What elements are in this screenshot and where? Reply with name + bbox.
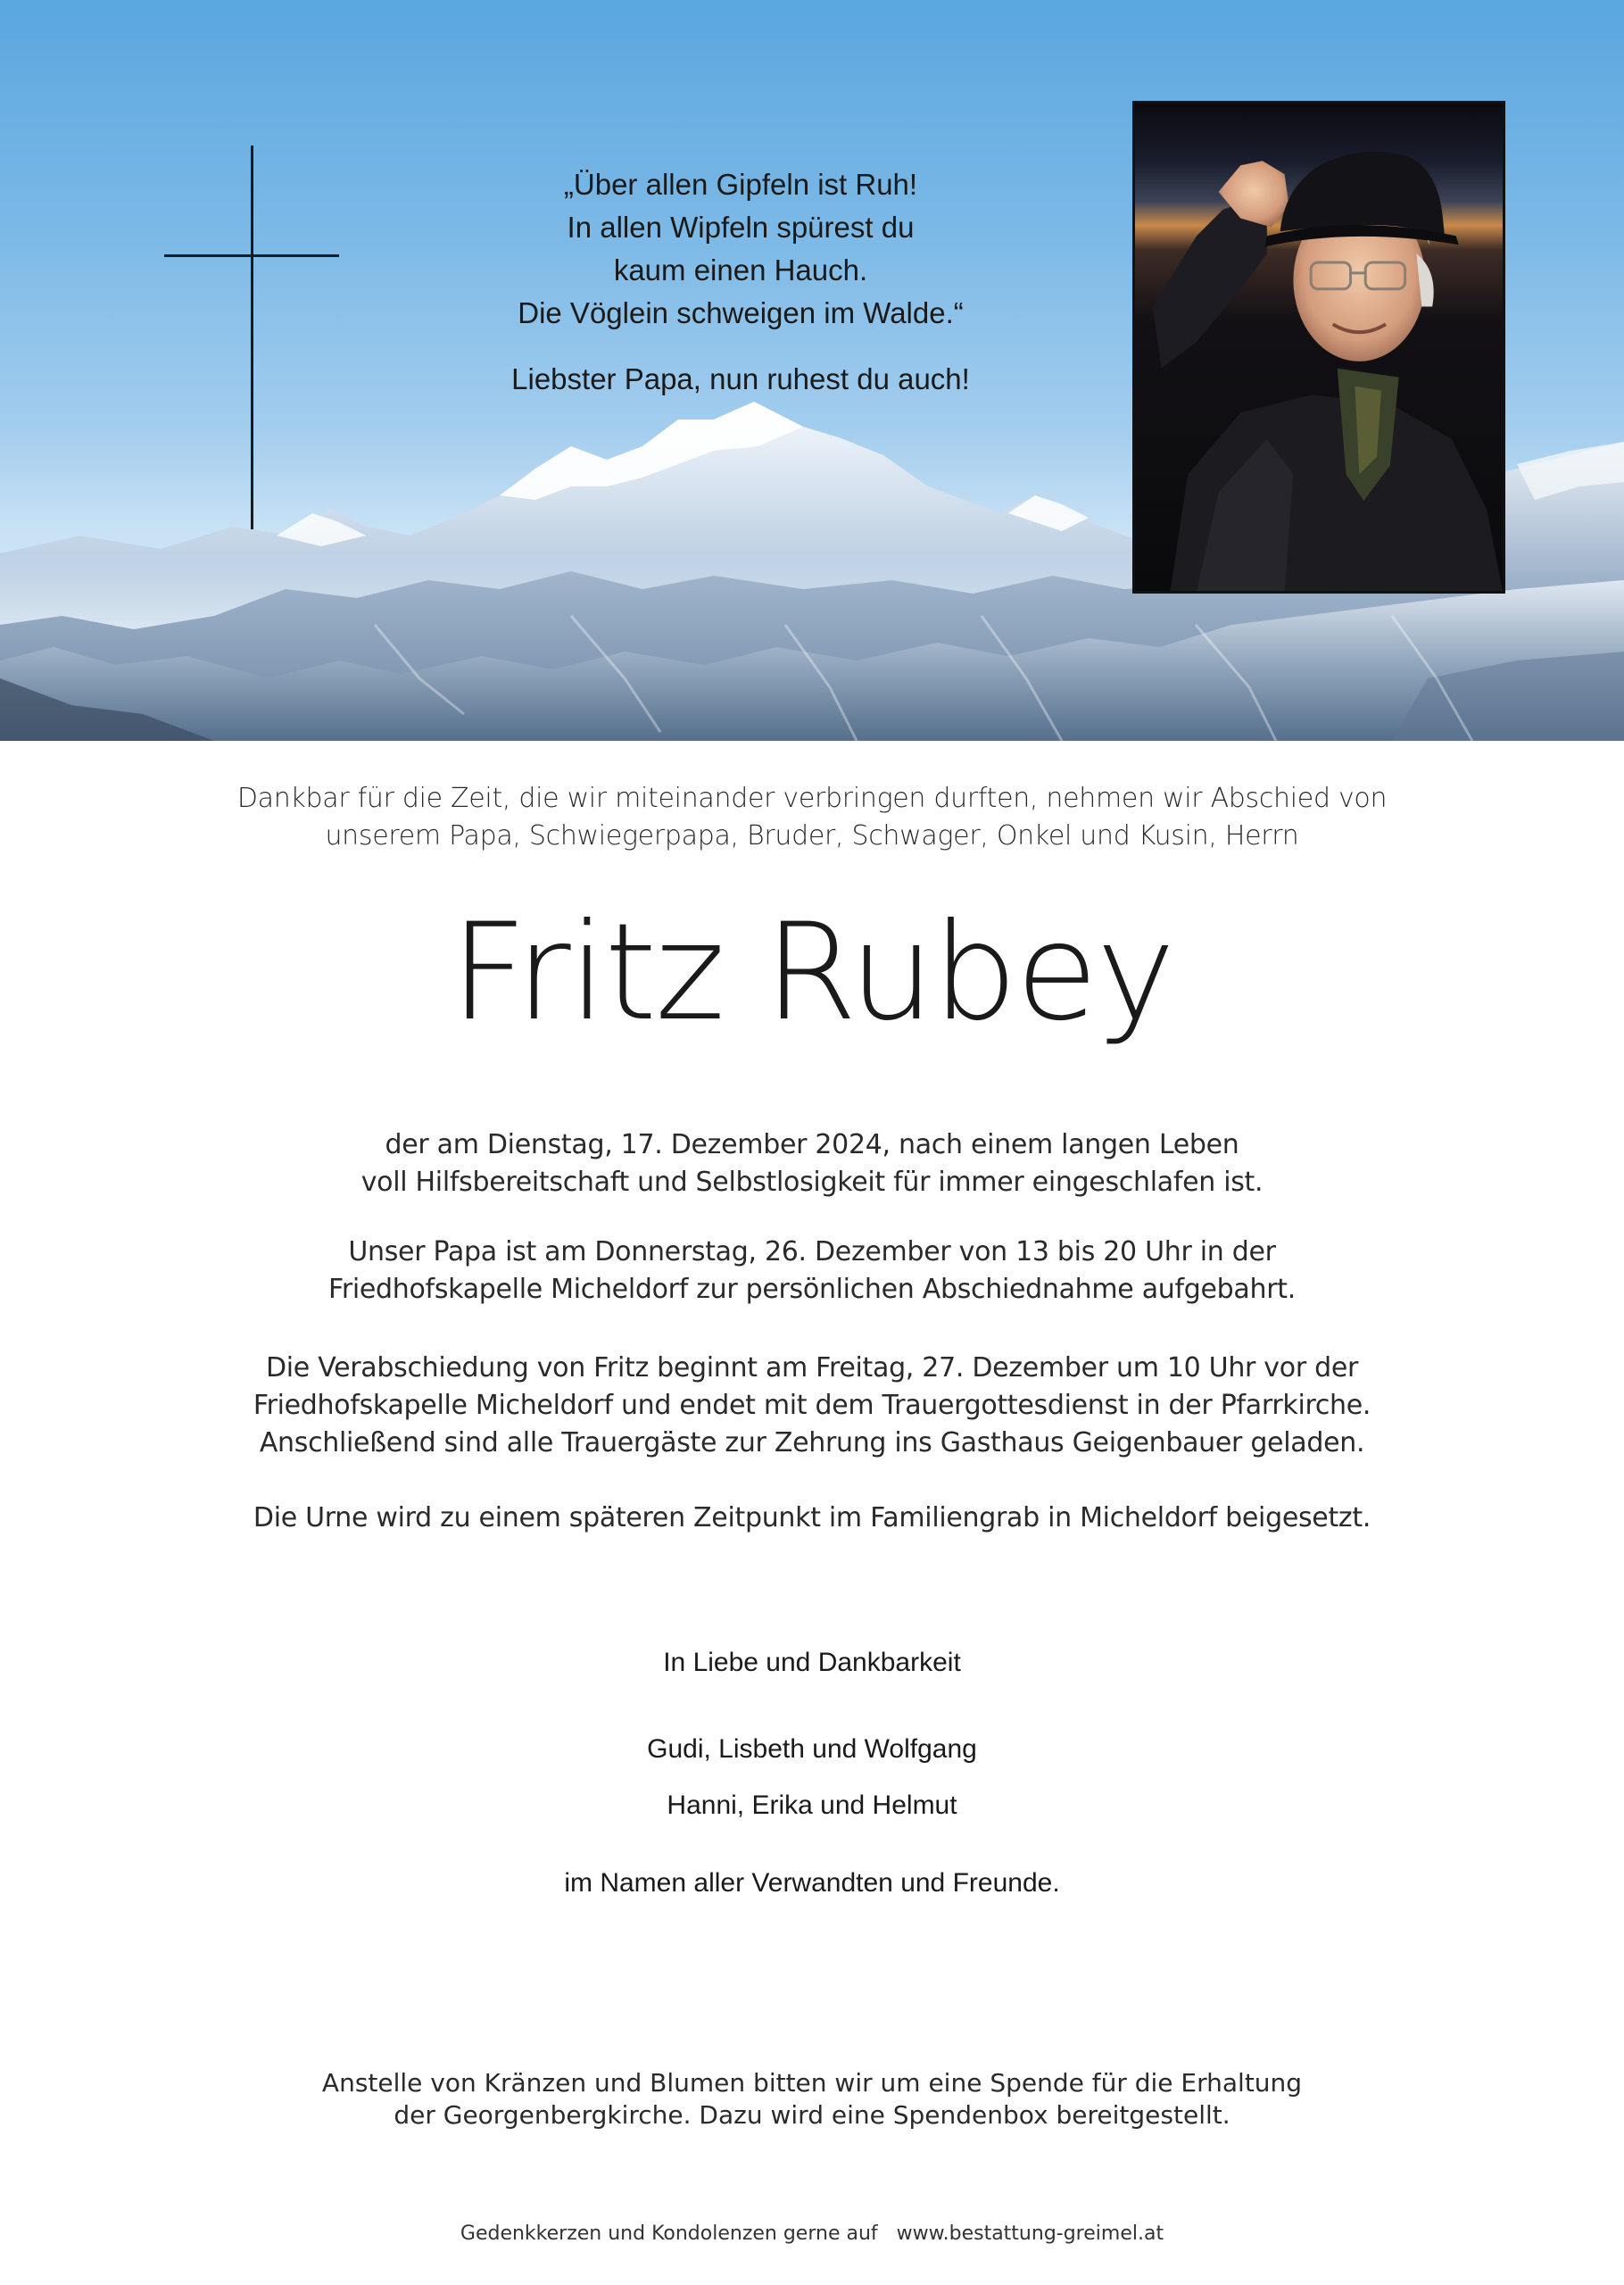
poem-line: In allen Wipfeln spürest du [567,211,915,244]
poem-line: Die Vöglein schweigen im Walde.“ [518,296,964,329]
header-banner [0,0,1624,741]
paragraph-line: Friedhofskapelle Micheldorf und endet mit dem Trauergottesdienst in der Pfarrkirche. [253,1390,1371,1421]
death-notice-paragraph [143,1126,1481,1201]
poem-quote [384,163,1098,401]
poem-closing-line: Liebster Papa, nun ruhest du auch! [511,362,970,395]
viewing-paragraph [143,1234,1481,1309]
paragraph-line: Die Verabschiedung von Fritz beginnt am Freitag, 27. Dezember um 10 Uhr vor der [265,1352,1359,1383]
cross-horizontal-bar [164,254,339,257]
paragraph-line: Anschließend sind alle Trauergäste zur Zehrung ins Gasthaus Geigenbauer geladen. [259,1427,1365,1458]
footer [0,2221,1624,2248]
donation-note-line: Anstelle von Kränzen und Blumen bitten wir um eine Spende für die Erhaltung [321,2068,1303,2098]
farewell-paragraph [143,1350,1481,1462]
footer-website-link[interactable]: www.bestattung-greimel.at [896,2223,1164,2245]
paragraph-line: Friedhofskapelle Micheldorf zur persönlichen Abschiednahme aufgebahrt. [328,1274,1296,1305]
donation-note-line: der Georgenbergkirche. Dazu wird eine Spendenbox bereitgestellt. [394,2100,1230,2130]
paragraph-line: voll Hilfsbereitschaft und Selbstlosigkeit für immer eingeschlafen ist. [360,1167,1264,1198]
burial-paragraph [143,1500,1481,1537]
poem-line: kaum einen Hauch. [613,253,868,287]
mourner-names-1: Gudi, Lisbeth und Wolfgang [647,1734,977,1764]
footer-text: Gedenkkerzen und Kondolenzen gerne auf [460,2223,878,2245]
intro-text [143,780,1481,855]
intro-line: unserem Papa, Schwiegerpapa, Bruder, Schwager, Onkel und Kusin, Herrn [325,820,1299,852]
cross-vertical-bar [251,145,253,529]
on-behalf-line: im Namen aller Verwandten und Freunde. [564,1868,1060,1898]
portrait-photo [1132,101,1505,594]
paragraph-line: der am Dienstag, 17. Dezember 2024, nach einem langen Leben [385,1129,1239,1160]
deceased-name: Fritz Rubey [450,895,1174,1051]
mourner-names-2: Hanni, Erika und Helmut [667,1791,957,1820]
closing-phrase: In Liebe und Dankbarkeit [663,1648,961,1677]
poem-line: „Über allen Gipfeln ist Ruh! [563,168,918,201]
intro-line: Dankbar für die Zeit, die wir miteinander verbringen durften, nehmen wir Abschied von [236,783,1388,814]
donation-note [143,2067,1481,2131]
portrait-image [1135,104,1503,591]
paragraph-line: Unser Papa ist am Donnerstag, 26. Dezember von 13 bis 20 Uhr in der [348,1236,1276,1267]
paragraph-line: Die Urne wird zu einem späteren Zeitpunkt im Familiengrab in Micheldorf beigesetzt. [253,1502,1371,1533]
